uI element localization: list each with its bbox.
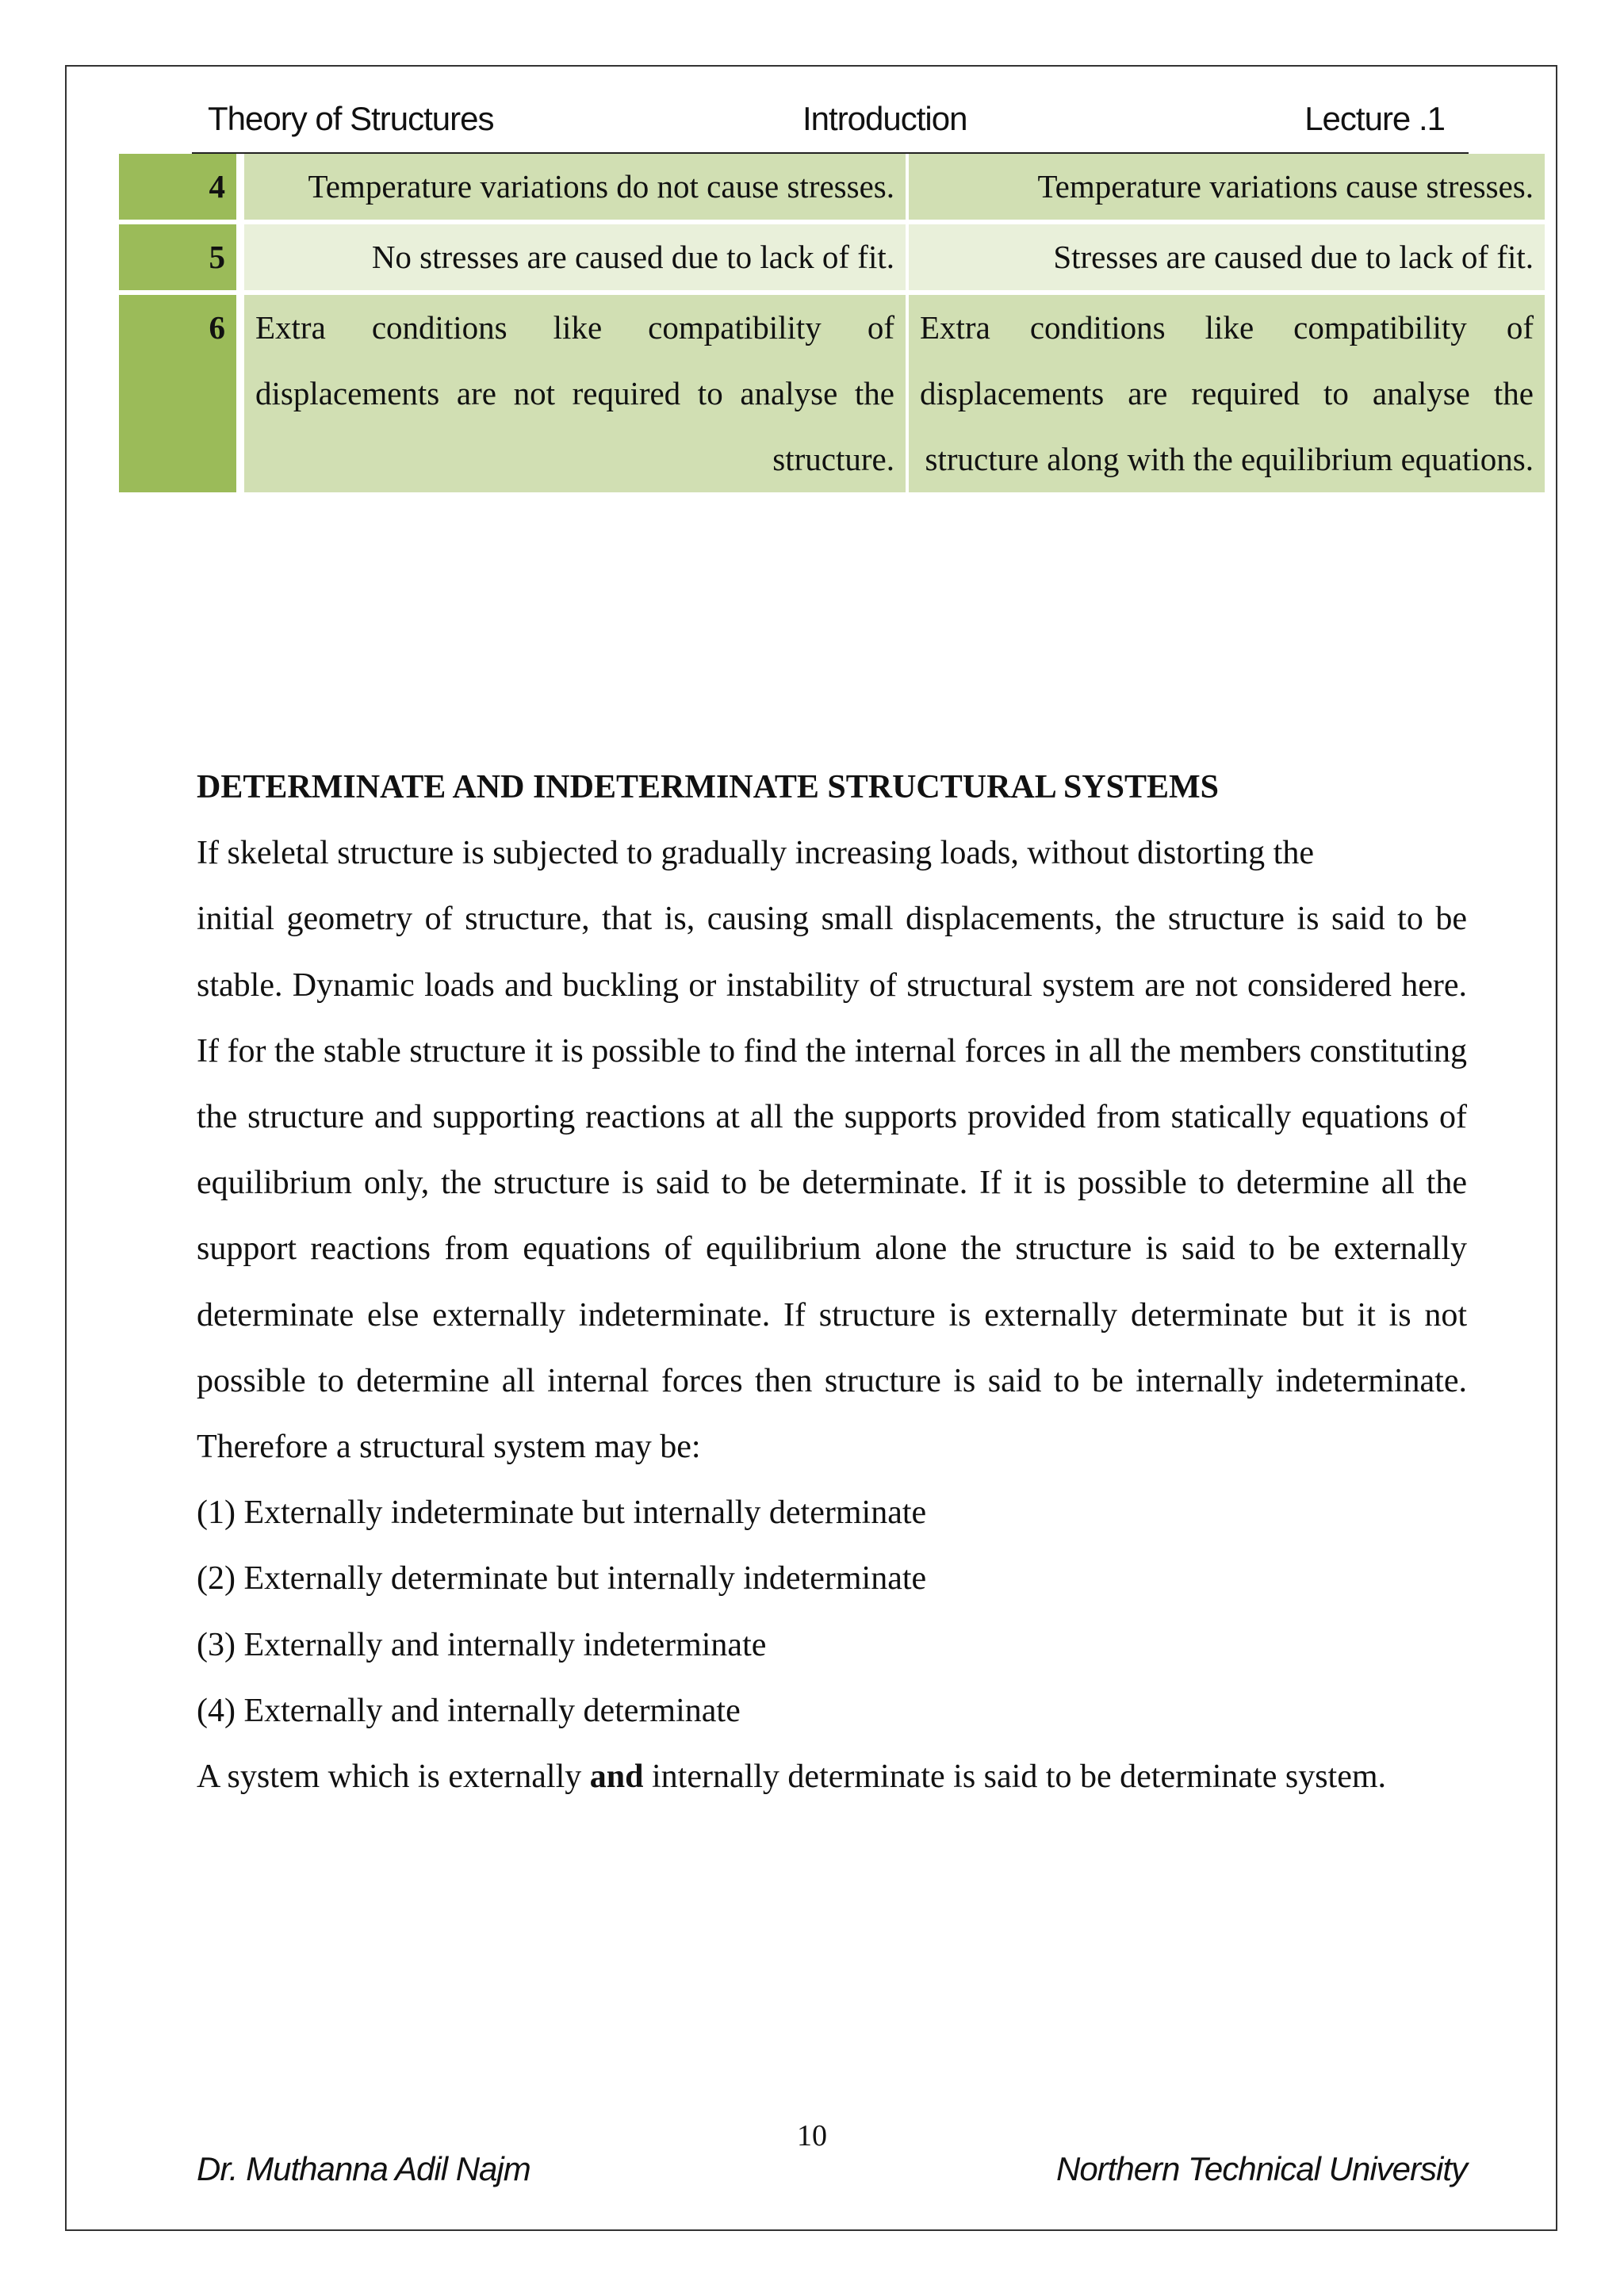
determinate-cell: Extra conditions like compatibility of displacements are not required to analyse the structure. [244, 290, 909, 492]
determinate-cell: Temperature variations do not cause stresses. [244, 154, 909, 220]
section-heading: DETERMINATE AND INDETERMINATE STRUCTURAL SYSTEMS [197, 769, 1220, 806]
comparison-table [119, 154, 1545, 492]
section-body [197, 755, 1467, 1810]
paragraph-first-line: If skeletal structure is subjected to gradually increasing loads, without distorting the [197, 835, 1314, 872]
determinate-cell: No stresses are caused due to lack of fit. [244, 220, 909, 290]
header-course-title: Theory of Structures [208, 100, 494, 137]
table-row [119, 290, 1545, 492]
indeterminate-cell: Temperature variations cause stresses. [909, 154, 1545, 220]
header-chapter-title: Introduction [802, 100, 967, 137]
row-number: 4 [119, 154, 244, 220]
conclusion-bold-word: and [589, 1758, 644, 1796]
paragraph-conclusion [197, 1744, 1467, 1810]
header-lecture-number: Lecture .1 [1304, 100, 1445, 137]
footer-author: Dr. Muthanna Adil Najm [197, 2150, 530, 2187]
page-header [192, 94, 1469, 154]
row-number: 6 [119, 290, 244, 492]
paragraph-main: initial geometry of structure, that is, causing small displacements, the structure is said to be stable. Dynamic loads and buckling or instability of structural system are not considered here. If for the stable structure it is possible to find the internal forces in all the members constituting the structure and supporting reactions at all the supports provided from statically equations of equilibrium only, the structure is said to be determinate. If it is possible to determine all the support reactions from equations of equilibrium alone the structure is said to be externally determinate else externally indeterminate. If structure is externally determinate but it is not possible to determine all internal forces then structure is said to be internally indeterminate. Therefore a structural system may be: [197, 901, 1467, 1466]
row-number: 5 [119, 220, 244, 290]
table-row [119, 220, 1545, 290]
list-item: (4) Externally and internally determinate [197, 1692, 741, 1729]
indeterminate-cell: Stresses are caused due to lack of fit. [909, 220, 1545, 290]
table-row [119, 154, 1545, 220]
list-item: (2) Externally determinate but internally indeterminate [197, 1560, 927, 1598]
conclusion-text-start: A system which is externally [197, 1758, 590, 1796]
indeterminate-cell: Extra conditions like compatibility of displacements are required to analyse the structure along with the equilibrium equations. [909, 290, 1545, 492]
list-item: (1) Externally indeterminate but internally determinate [197, 1494, 927, 1532]
page-number: 10 [797, 2119, 827, 2152]
footer-university: Northern Technical University [1055, 2150, 1467, 2187]
list-item: (3) Externally and internally indeterminate [197, 1626, 767, 1663]
conclusion-text-end: internally determinate is said to be determinate system. [643, 1758, 1387, 1796]
